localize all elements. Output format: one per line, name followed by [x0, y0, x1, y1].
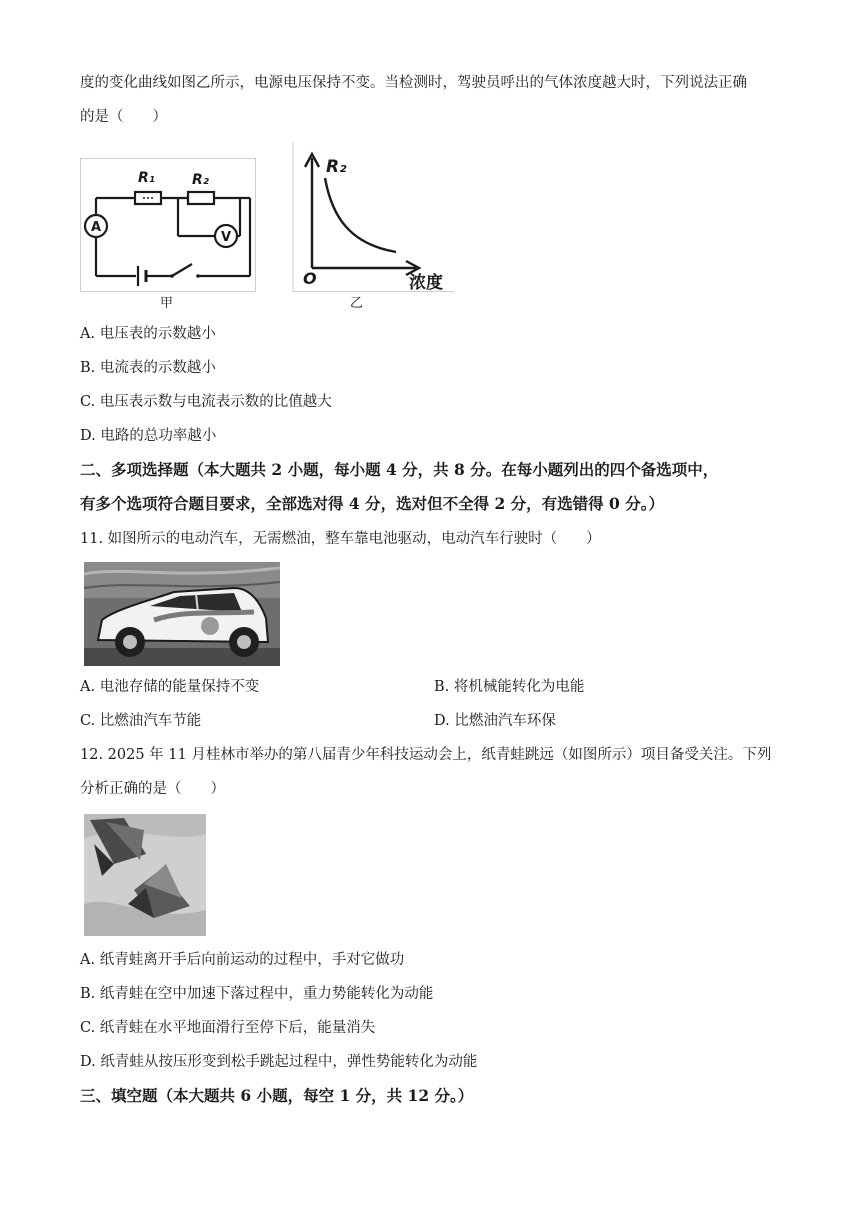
question-10-stem-line-2: 的是（ ）: [80, 109, 167, 125]
r1-label: R₁: [138, 170, 155, 186]
voltmeter-label: V: [220, 230, 232, 245]
q10-option-b: B. 电流表的示数越小: [80, 360, 216, 376]
question-10-stem-line-1: 度的变化曲线如图乙所示，电源电压保持不变。当检测时，驾驶员呼出的气体浓度越大时，下列说法正确: [80, 75, 747, 91]
graph-origin-label: O: [303, 269, 317, 288]
q11-option-b: B. 将机械能转化为电能: [434, 679, 585, 695]
q11-option-a: A. 电池存储的能量保持不变: [80, 679, 260, 695]
q11-option-d: D. 比燃油汽车环保: [434, 713, 556, 729]
graph-yi: [292, 142, 454, 292]
section-2-heading-line-1: 二、多项选择题（本大题共 2 小题，每小题 4 分，共 8 分。在每小题列出的四个备选项中，: [80, 460, 719, 479]
r2-concentration-curve: [325, 178, 396, 252]
q11-option-c: C. 比燃油汽车节能: [80, 713, 202, 729]
q12-option-d: D. 纸青蛙从按压形变到松手跳起过程中，弹性势能转化为动能: [80, 1054, 478, 1070]
graph-y-axis-label: R₂: [326, 157, 347, 177]
q12-option-a: A. 纸青蛙离开手后向前运动的过程中，手对它做功: [80, 952, 405, 968]
r2-label: R₂: [192, 172, 209, 188]
q10-option-d: D. 电路的总功率越小: [80, 428, 217, 444]
q11-options-row-1: [80, 677, 792, 697]
q12-option-c: C. 纸青蛙在水平地面滑行至停下后，能量消失: [80, 1020, 376, 1036]
paper-frog-photo: [84, 814, 206, 936]
section-3-heading: 三、填空题（本大题共 6 小题，每空 1 分，共 12 分。）: [80, 1086, 474, 1105]
q10-option-c: C. 电压表示数与电流表示数的比值越大: [80, 394, 332, 410]
question-12-stem-line-1: 12. 2025 年 11 月桂林市举办的第八届青少年科技运动会上，纸青蛙跳远（如图所示）项目备受关注。下列: [80, 747, 772, 763]
question-12-stem-line-2: 分析正确的是（ ）: [80, 781, 225, 797]
figure-jia-caption: 甲: [160, 296, 174, 311]
question-11-stem: 11. 如图所示的电动汽车，无需燃油，整车靠电池驱动，电动汽车行驶时（ ）: [80, 531, 601, 547]
section-2-heading-line-2: 有多个选项符合题目要求，全部选对得 4 分，选对但不全得 2 分，有选错得 0 分。）: [80, 494, 664, 513]
graph-x-axis-label: 浓度: [409, 273, 443, 292]
q11-options-row-2: [80, 711, 792, 731]
q12-option-b: B. 纸青蛙在空中加速下落过程中，重力势能转化为动能: [80, 986, 434, 1002]
circuit-diagram-jia: [80, 158, 256, 292]
q10-option-a: A. 电压表的示数越小: [80, 326, 216, 342]
figure-yi-caption: 乙: [350, 296, 364, 311]
ammeter-label: A: [90, 220, 102, 235]
electric-car-photo: [84, 562, 280, 666]
